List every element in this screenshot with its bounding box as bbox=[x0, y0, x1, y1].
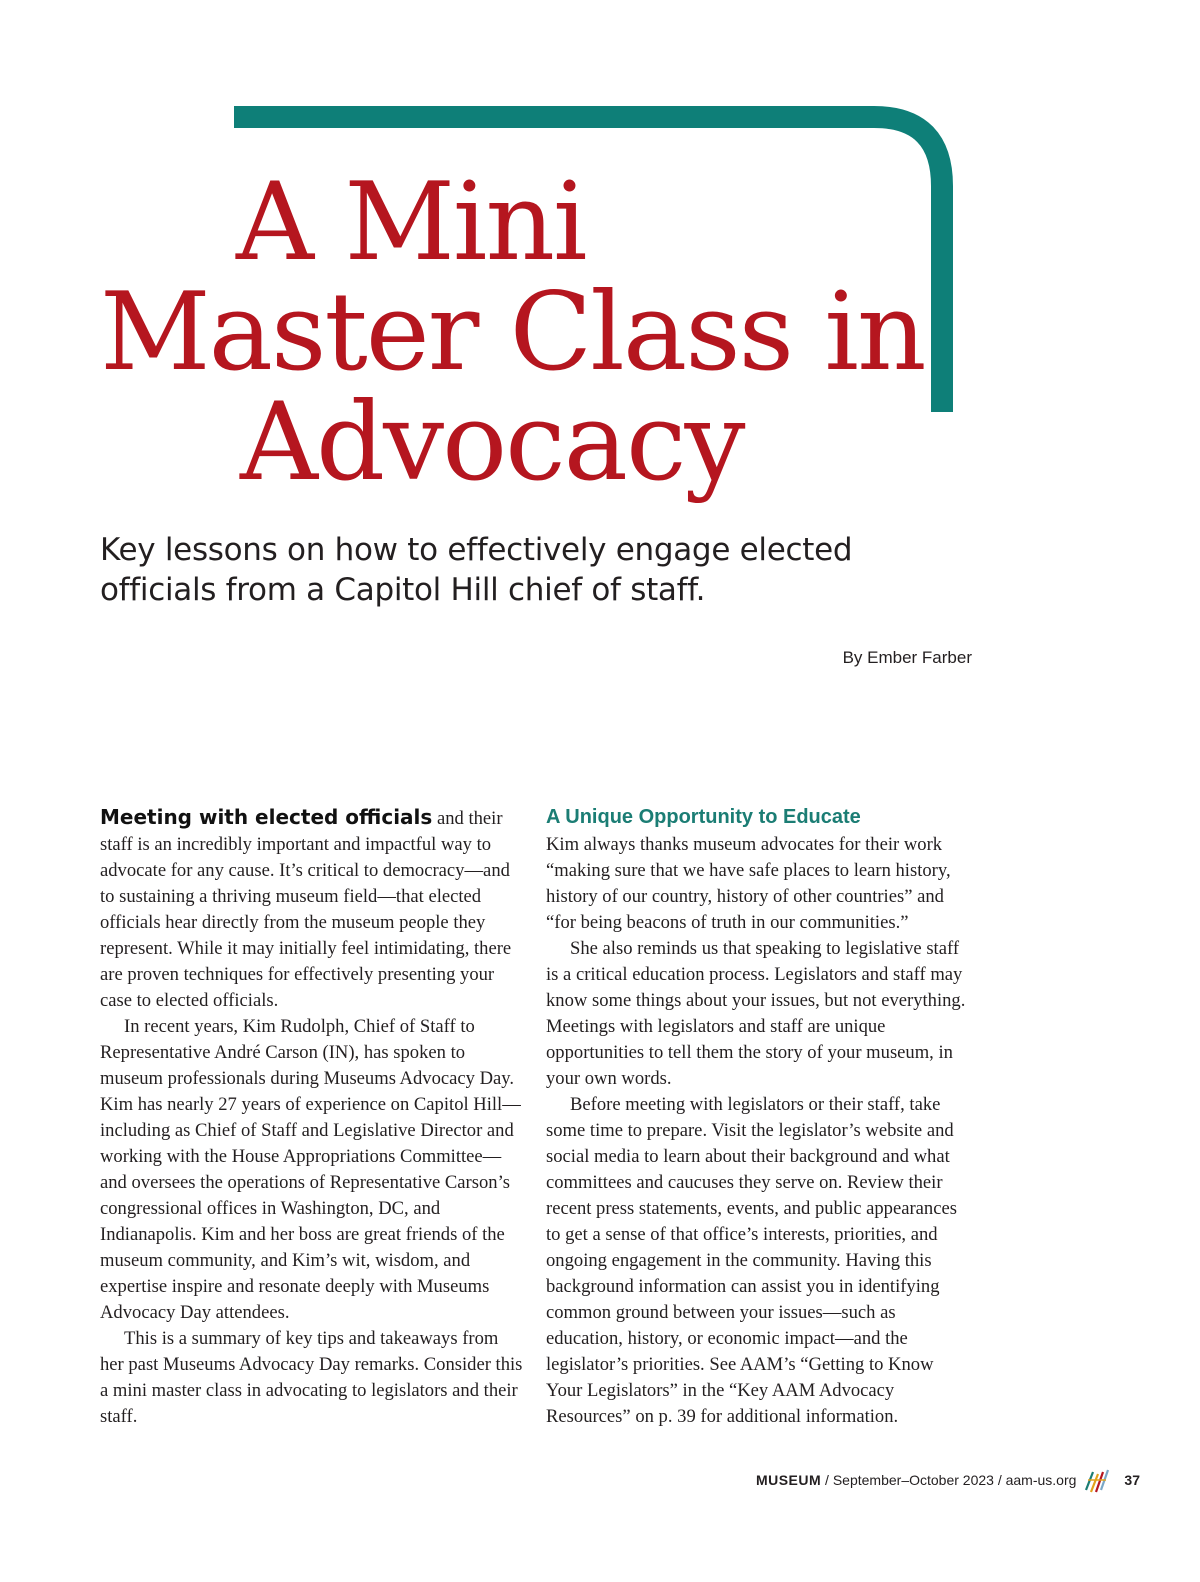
issue-info: / September–October 2023 / aam-us.org bbox=[821, 1472, 1077, 1488]
page-footer bbox=[756, 1466, 1140, 1494]
title-line-2: Master Class in bbox=[100, 270, 925, 395]
magazine-name: MUSEUM bbox=[755, 1472, 822, 1488]
aam-stripes-logo-icon bbox=[1084, 1466, 1110, 1494]
title-line-1: A Mini bbox=[236, 160, 586, 285]
paragraph-thanks: Kim always thanks museum advocates for their work “making sure that we have safe places to learn history, history of our country, history of other countries” and “for being beacons of truth in our communities.” bbox=[546, 834, 951, 933]
paragraph-intro bbox=[100, 804, 524, 1014]
article-subtitle: Key lessons on how to effectively engage elected officials from a Capitol Hill chief of staff. bbox=[100, 532, 853, 608]
byline: By Ember Farber bbox=[842, 648, 972, 667]
page-number: 37 bbox=[1124, 1472, 1140, 1488]
intro-text: and their staff is an incredibly important and impactful way to advocate for any cause. It’s critical to democracy—and to sustaining a thriving museum field—that elected officials hear directly from the museum people they represent. While it may initially feel intimidating, there are proven techniques for effectively presenting your case to elected officials. bbox=[100, 808, 512, 1011]
lead-in-text: Meeting with elected officials bbox=[100, 805, 433, 829]
article-title bbox=[100, 160, 980, 505]
title-line-3: Advocacy bbox=[240, 380, 744, 505]
section-heading: A Unique Opportunity to Educate bbox=[546, 806, 861, 828]
paragraph-kim-rudolph: In recent years, Kim Rudolph, Chief of Staff to Representative André Carson (IN), has spoken to museum professionals during Museums Advocacy Day. Kim has nearly 27 years of experience on Capitol Hill—including as Chief of Staff and Legislative Director and working with the House Appropriations Committee—and oversees the operations of Representative Carson’s congressional offices in Washington, DC, and Indianapolis. Kim and her boss are great friends of the museum community, and Kim’s wit, wisdom, and expertise inspire and resonate deeply with Museums Advocacy Day attendees. bbox=[100, 1016, 521, 1323]
paragraph-prepare: Before meeting with legislators or their staff, take some time to prepare. Visit the legislator’s website and social media to learn about their background and what committees and caucuses they serve on. Review their recent press statements, events, and public appearances to get a sense of that office’s interests, priorities, and ongoing engagement in the community. Having this background information can assist you in identifying common ground between your issues—such as education, history, or economic impact—and the legislator’s priorities. See AAM’s “Getting to Know Your Legislators” in the “Key AAM Advocacy Resources” on p. 39 for additional information. bbox=[546, 1094, 957, 1427]
paragraph-education: She also reminds us that speaking to legislative staff is a critical education process. Legislators and staff may know some things about your issues, but not everything. Meetings with legislators and staff are unique opportunities to tell them the story of your museum, in your own words. bbox=[546, 938, 966, 1089]
right-column bbox=[546, 804, 970, 1430]
left-column bbox=[100, 804, 524, 1430]
paragraph-summary: This is a summary of key tips and takeaways from her past Museums Advocacy Day remarks. Consider this a mini master class in advocating to legislators and their staff. bbox=[100, 1328, 523, 1427]
